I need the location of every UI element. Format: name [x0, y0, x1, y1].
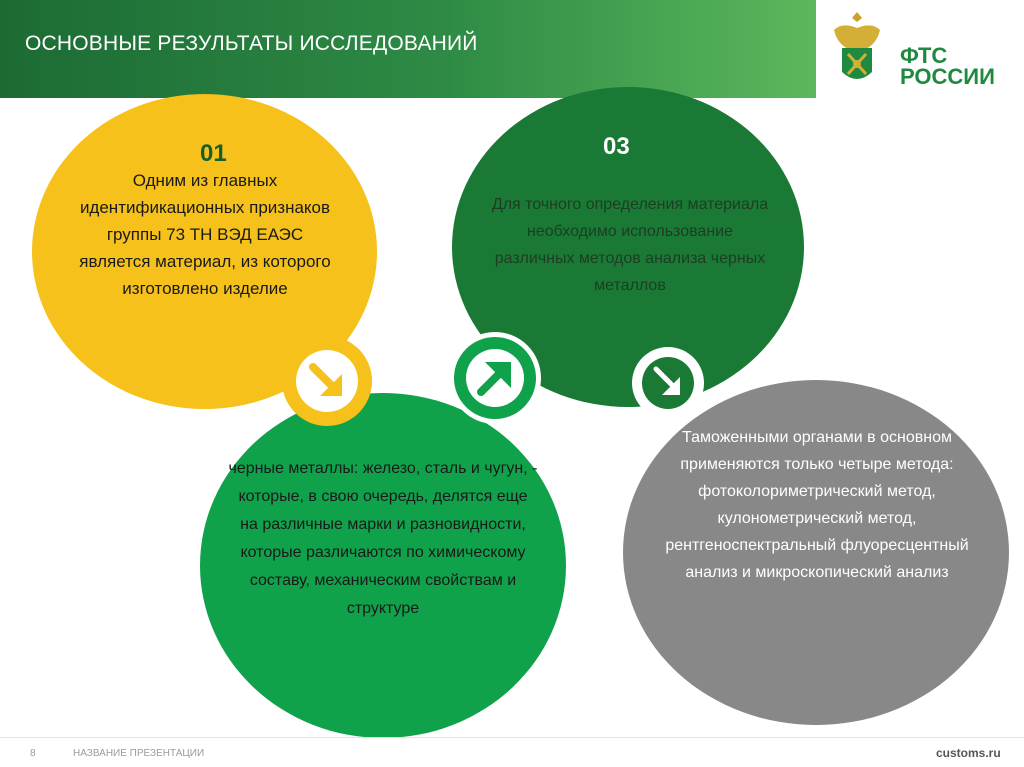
arrow-badge-3 — [632, 347, 704, 419]
eagle-emblem-icon — [828, 8, 886, 88]
presentation-name: НАЗВАНИЕ ПРЕЗЕНТАЦИИ — [73, 748, 205, 759]
logo-line-1: ФТС — [900, 43, 948, 68]
block-01-text: Одним из главных идентификационных признаков группы 73 ТН ВЭД ЕАЭС является материал, из которого изготовлено изделие — [79, 171, 331, 298]
block-04-text: Таможенными органами в основном применяются только четыре метода: фотоколориметрический метод, кулонометрический метод, рентгеноспектральный флуоресцентный анализ и микроскопический анализ — [665, 429, 969, 581]
block-02-text: черные металлы: железо, сталь и чугун, - которые, в свою очередь, делятся еще на различные марки и разновидности, которые различаются по химическому составу, механическим свойствам и структуре — [228, 460, 538, 617]
fts-logo — [816, 0, 1024, 98]
arrow-badge-2 — [449, 332, 541, 424]
footer-divider — [0, 737, 1024, 738]
block-01-number: 01 — [200, 140, 227, 167]
block-03-number: 03 — [603, 133, 630, 160]
arrow-down-right-icon — [282, 336, 372, 426]
page-number: 8 — [30, 748, 36, 759]
header-bar — [0, 0, 816, 98]
site-link[interactable]: customs.ru — [936, 746, 1001, 760]
arrow-down-right-icon — [632, 347, 704, 419]
logo-line-2: РОССИИ — [900, 64, 995, 89]
block-03-text: Для точного определения материала необходимо использование различных методов анализа черных металлов — [491, 196, 769, 294]
page-title: ОСНОВНЫЕ РЕЗУЛЬТАТЫ ИССЛЕДОВАНИЙ — [25, 32, 478, 55]
arrow-up-right-icon — [449, 332, 541, 424]
arrow-badge-1 — [282, 336, 372, 426]
